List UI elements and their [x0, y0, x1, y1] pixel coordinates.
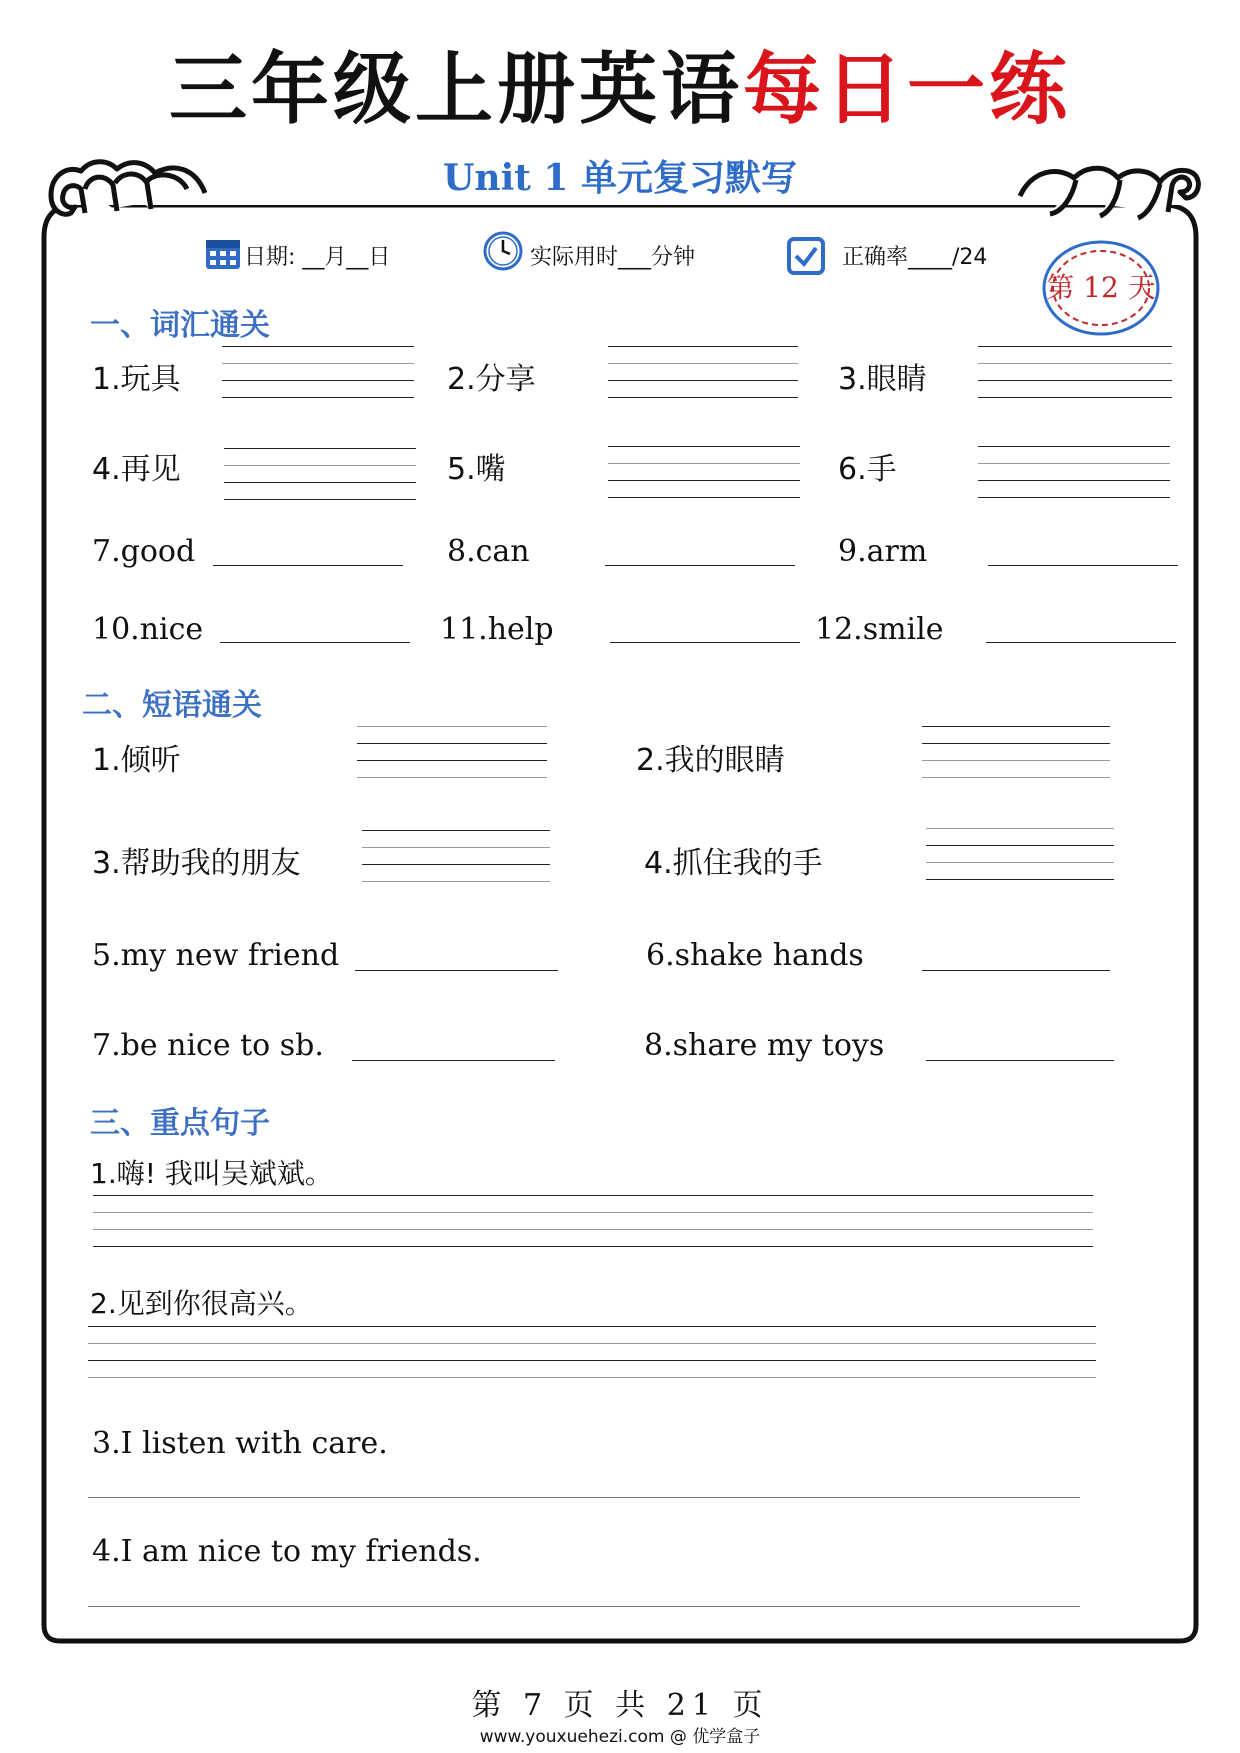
writing-grid[interactable] [922, 726, 1110, 778]
date-field[interactable]: 日期: __月__日 [244, 245, 391, 270]
vocab-item: 7.good [92, 534, 196, 569]
writing-grid[interactable] [608, 346, 798, 398]
answer-blank[interactable] [610, 642, 800, 643]
section-phrases-heading: 二、短语通关 [82, 688, 262, 723]
clock-icon [482, 230, 524, 272]
answer-blank[interactable] [213, 565, 403, 566]
phrase-item: 3.帮助我的朋友 [92, 846, 301, 881]
answer-line[interactable] [88, 1606, 1080, 1607]
vocab-item: 6.手 [838, 452, 897, 487]
writing-grid[interactable] [88, 1326, 1096, 1378]
scroll-right-icon [1010, 140, 1210, 240]
vocab-item: 9.arm [838, 534, 928, 569]
writing-grid[interactable] [978, 346, 1172, 398]
time-field[interactable]: 实际用时___分钟 [530, 245, 696, 270]
vocab-item: 12.smile [815, 612, 944, 647]
writing-grid[interactable] [357, 726, 547, 778]
phrase-item: 6.shake hands [646, 938, 864, 973]
answer-blank[interactable] [926, 1060, 1114, 1061]
page-title [0, 40, 1240, 140]
sentence-item: 3.I listen with care. [92, 1426, 388, 1461]
answer-blank[interactable] [352, 1060, 555, 1061]
writing-grid[interactable] [93, 1195, 1093, 1247]
vocab-item: 10.nice [92, 612, 204, 647]
page-number: 第 7 页 共 21 页 [471, 1688, 769, 1723]
vocab-item: 8.can [447, 534, 530, 569]
checkbox-icon [786, 236, 826, 276]
phrase-item: 8.share my toys [644, 1028, 885, 1063]
phrase-item: 4.抓住我的手 [644, 846, 823, 881]
scroll-left-icon [45, 155, 215, 235]
phrase-item: 5.my new friend [92, 938, 340, 973]
phrase-item: 2.我的眼睛 [636, 743, 785, 778]
writing-grid[interactable] [222, 346, 414, 398]
section-vocab-heading: 一、词汇通关 [90, 308, 270, 343]
writing-grid[interactable] [224, 448, 416, 500]
phrase-item: 1.倾听 [92, 743, 181, 778]
answer-blank[interactable] [922, 970, 1110, 971]
sentence-item: 2.见到你很高兴。 [90, 1287, 313, 1320]
answer-blank[interactable] [220, 642, 410, 643]
answer-blank[interactable] [986, 642, 1176, 643]
writing-grid[interactable] [608, 446, 800, 498]
day-badge: 第 12 天 [1046, 271, 1156, 304]
answer-blank[interactable] [605, 565, 795, 566]
title-highlight: 每日一练 [743, 45, 1072, 135]
sentence-item: 4.I am nice to my friends. [92, 1534, 482, 1569]
vocab-item: 11.help [440, 612, 554, 647]
writing-grid[interactable] [978, 446, 1170, 498]
accuracy-field[interactable]: 正确率____/24 [842, 245, 988, 270]
answer-blank[interactable] [988, 565, 1178, 566]
vocab-item: 5.嘴 [447, 452, 506, 487]
vocab-item: 4.再见 [92, 452, 181, 487]
writing-grid[interactable] [926, 828, 1114, 880]
answer-line[interactable] [88, 1497, 1080, 1498]
vocab-item: 3.眼睛 [838, 362, 927, 397]
site-credit: www.youxuehezi.com @ 优学盒子 [479, 1727, 761, 1747]
unit-title: Unit 1 单元复习默写 [443, 157, 797, 199]
section-sentences-heading: 三、重点句子 [90, 1106, 270, 1141]
calendar-icon [205, 236, 241, 270]
sentence-item: 1.嗨! 我叫吴斌斌。 [90, 1157, 333, 1190]
phrase-item: 7.be nice to sb. [92, 1028, 324, 1063]
title-main: 三年级上册英语 [168, 45, 743, 135]
vocab-item: 2.分享 [447, 362, 536, 397]
vocab-item: 1.玩具 [92, 362, 181, 397]
writing-grid[interactable] [362, 830, 550, 882]
answer-blank[interactable] [355, 970, 558, 971]
